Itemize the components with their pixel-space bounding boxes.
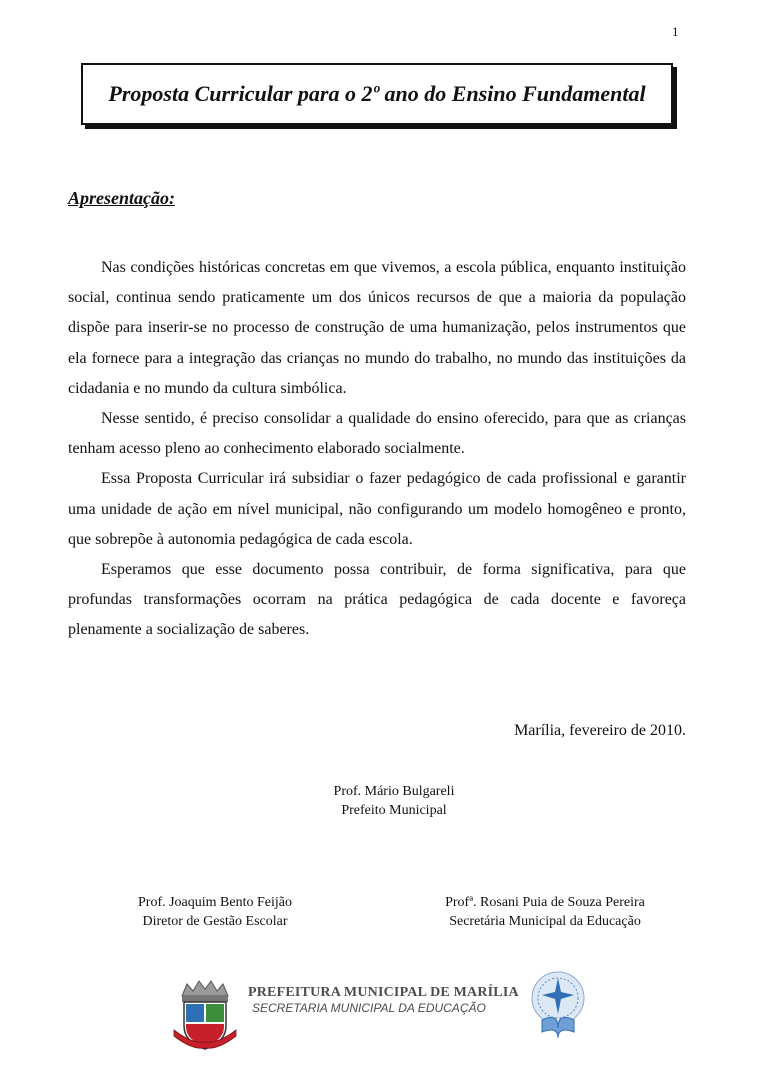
footer-institution: PREFEITURA MUNICIPAL DE MARÍLIA [248,985,519,1000]
footer-text [248,985,519,1015]
signature-name: Prof. Joaquim Bento Feijão [138,895,292,910]
document-title: Proposta Curricular para o 2º ano do Ensino Fundamental [108,81,646,106]
signature-role: Secretária Municipal da Educação [449,914,641,929]
paragraph: Nas condições históricas concretas em que vivemos, a escola pública, enquanto instituição social, continua sendo praticamente um dos únicos recursos de que a maioria da população dispõe para inserir-se no processo de construção de uma humanização, pelos instrumentos que ela fornece para a integração das crianças no mundo do trabalho, no mundo das instituições da cidadania e no mundo da cultura simbólica. [68,259,686,397]
signature-director [90,893,340,931]
signature-secretary [400,893,690,931]
signature-role: Diretor de Gestão Escolar [142,914,288,929]
signature-name: Prof. Mário Bulgareli [333,784,455,799]
paragraph: Nesse sentido, é preciso consolidar a qualidade do ensino oferecido, para que as crianças tenham acesso pleno ao conhecimento elaborado socialmente. [68,410,686,458]
page-number: 1 [672,24,679,39]
date-line: Marília, fevereiro de 2010. [514,722,686,739]
title-box [81,63,673,125]
footer-department: SECRETARIA MUNICIPAL DA EDUCAÇÃO [252,1001,486,1015]
paragraph: Esperamos que esse documento possa contribuir, de forma significativa, para que profundas transformações ocorram na prática pedagógica de cada docente e favoreça plenamente a socialização de saberes. [68,561,686,639]
body-text [68,253,686,646]
paragraph: Essa Proposta Curricular irá subsidiar o fazer pedagógico de cada profissional e garantir uma unidade de ação em nível municipal, não configurando um modelo homogêneo e pronto, que sobrepõe à autonomia pedagógica de cada escola. [68,470,686,548]
section-heading: Apresentação: [68,188,175,208]
signature-mayor [260,782,528,820]
municipal-crest-icon [172,980,238,1057]
education-emblem-icon [528,968,586,1057]
signature-role: Prefeito Municipal [341,803,447,818]
signature-name: Profª. Rosani Puia de Souza Pereira [445,895,645,910]
